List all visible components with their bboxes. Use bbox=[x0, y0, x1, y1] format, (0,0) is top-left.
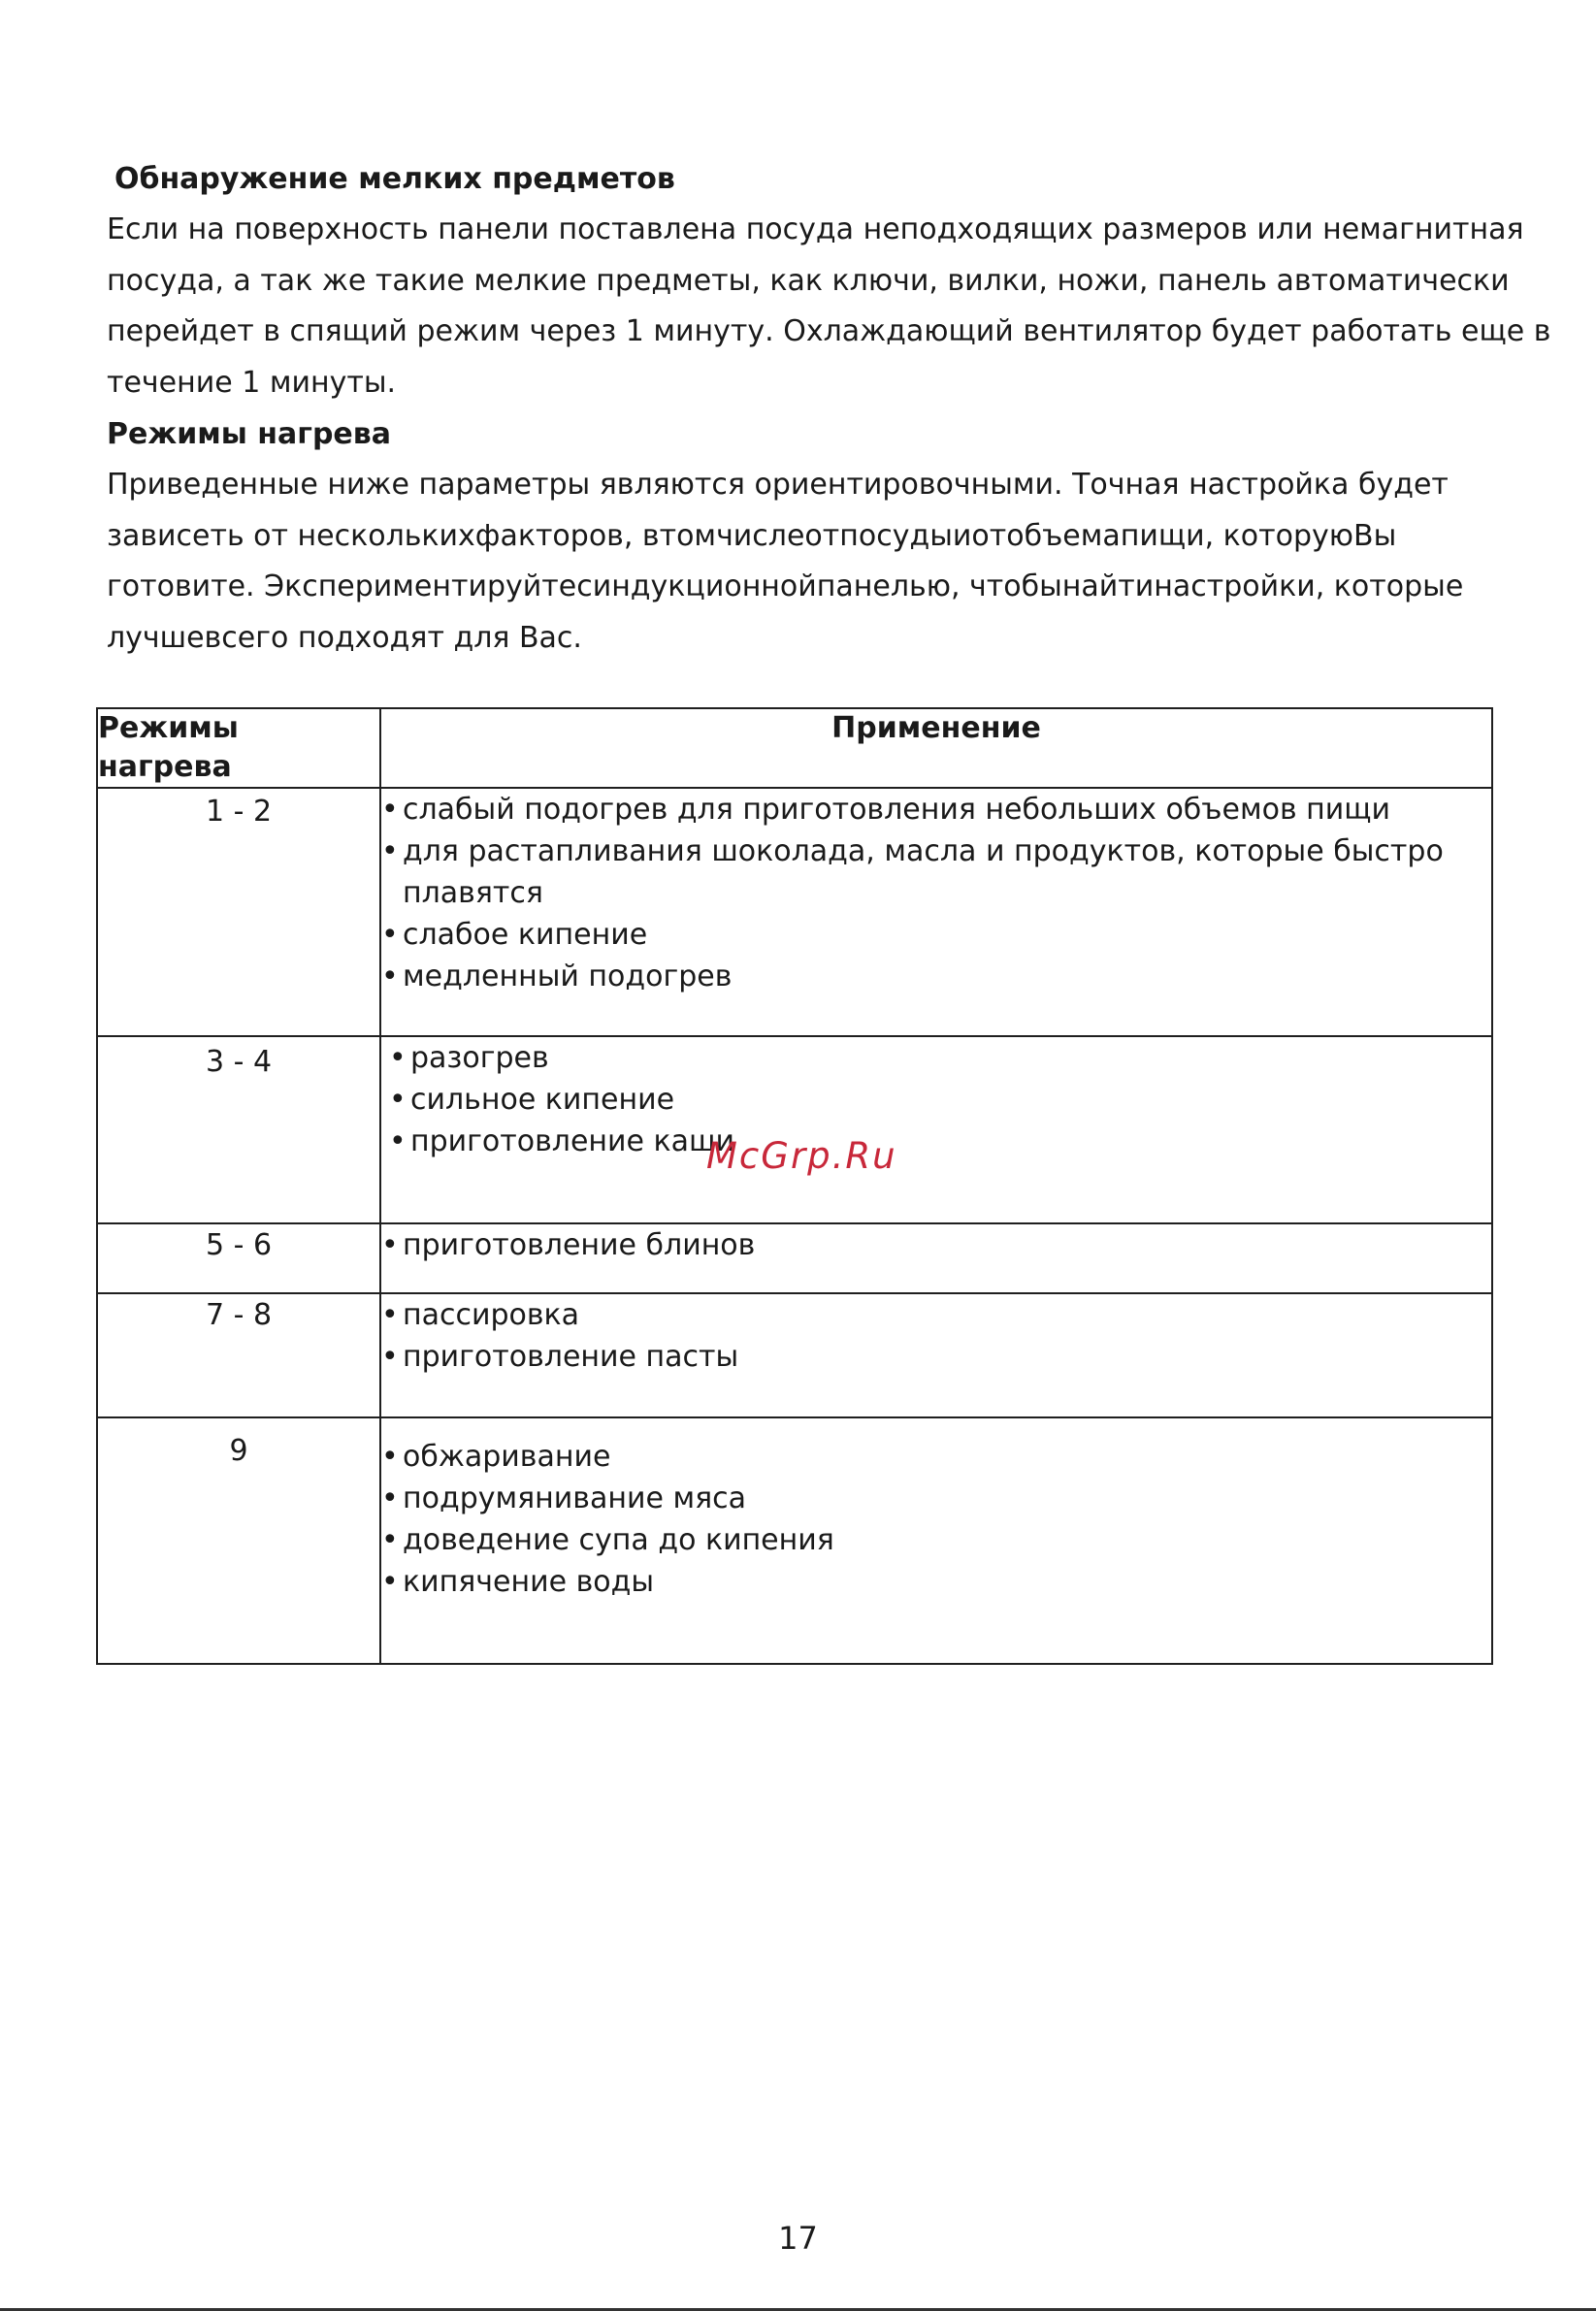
table-row bbox=[97, 1417, 1492, 1664]
table-row bbox=[97, 1036, 1492, 1223]
paragraph-line: зависеть от несколькихфакторов, втомчислеотпосудыиотобъемапищи, которуюВы bbox=[107, 518, 1397, 553]
list-item: • сильное кипение bbox=[389, 1079, 1491, 1121]
application-cell bbox=[380, 1036, 1492, 1223]
watermark: McGrp.Ru bbox=[706, 1135, 897, 1177]
list-item: • для растапливания шоколада, масла и продуктов, которые быстро плавятся bbox=[381, 830, 1491, 914]
list-item: • приготовление блинов bbox=[381, 1224, 1491, 1266]
heating-modes-table bbox=[96, 707, 1493, 1665]
table-row bbox=[97, 1223, 1492, 1293]
section-title-small-objects: Обнаружение мелких предметов bbox=[114, 162, 675, 196]
small-objects-paragraph bbox=[107, 205, 1551, 408]
page-number: 17 bbox=[778, 2220, 818, 2257]
mode-cell: 7 - 8 bbox=[97, 1293, 380, 1417]
paragraph-line: готовите. Экспериментируйтесиндукционнойпанелью, чтобынайтинастройки, которые bbox=[107, 570, 1464, 603]
mode-cell: 1 - 2 bbox=[97, 788, 380, 1036]
list-item: • обжаривание bbox=[381, 1436, 1491, 1478]
paragraph-line: течение 1 минуты. bbox=[107, 365, 397, 400]
application-cell bbox=[380, 788, 1492, 1036]
table-row bbox=[97, 788, 1492, 1036]
table-header-row bbox=[97, 708, 1492, 788]
application-cell bbox=[380, 1417, 1492, 1664]
list-item: • приготовление каши bbox=[389, 1121, 1491, 1162]
list-item: • кипячение воды bbox=[381, 1561, 1491, 1603]
list-item: • пассировка bbox=[381, 1294, 1491, 1336]
mode-cell: 3 - 4 bbox=[97, 1036, 380, 1223]
mode-cell: 9 bbox=[97, 1417, 380, 1664]
section-title-heating-modes: Режимы нагрева bbox=[107, 417, 391, 451]
application-cell bbox=[380, 1223, 1492, 1293]
list-item: • разогрев bbox=[389, 1037, 1491, 1079]
column-header-modes: Режимы нагрева bbox=[97, 708, 380, 788]
list-item: • слабое кипение bbox=[381, 914, 1491, 956]
list-item: • приготовление пасты bbox=[381, 1336, 1491, 1378]
paragraph-line: Приведенные ниже параметры являются ориентировочными. Точная настройка будет bbox=[107, 468, 1449, 502]
list-item: • слабый подогрев для приготовления небольших объемов пищи bbox=[381, 789, 1491, 830]
paragraph-line: перейдет в спящий режим через 1 минуту. Охлаждающий вентилятор будет работать еще в bbox=[107, 314, 1551, 348]
list-item: • доведение супа до кипения bbox=[381, 1519, 1491, 1561]
paragraph-line: посуда, а так же такие мелкие предметы, как ключи, вилки, ножи, панель автоматически bbox=[107, 263, 1510, 298]
paragraph-line: лучшевсего подходят для Вас. bbox=[107, 620, 582, 655]
mode-cell: 5 - 6 bbox=[97, 1223, 380, 1293]
table-row bbox=[97, 1293, 1492, 1417]
application-cell bbox=[380, 1293, 1492, 1417]
heating-modes-paragraph bbox=[107, 460, 1504, 664]
paragraph-line: Если на поверхность панели поставлена посуда неподходящих размеров или немагнитная bbox=[107, 212, 1524, 246]
column-header-application: Применение bbox=[380, 708, 1492, 788]
list-item: • медленный подогрев bbox=[381, 956, 1491, 997]
list-item: • подрумянивание мяса bbox=[381, 1478, 1491, 1519]
